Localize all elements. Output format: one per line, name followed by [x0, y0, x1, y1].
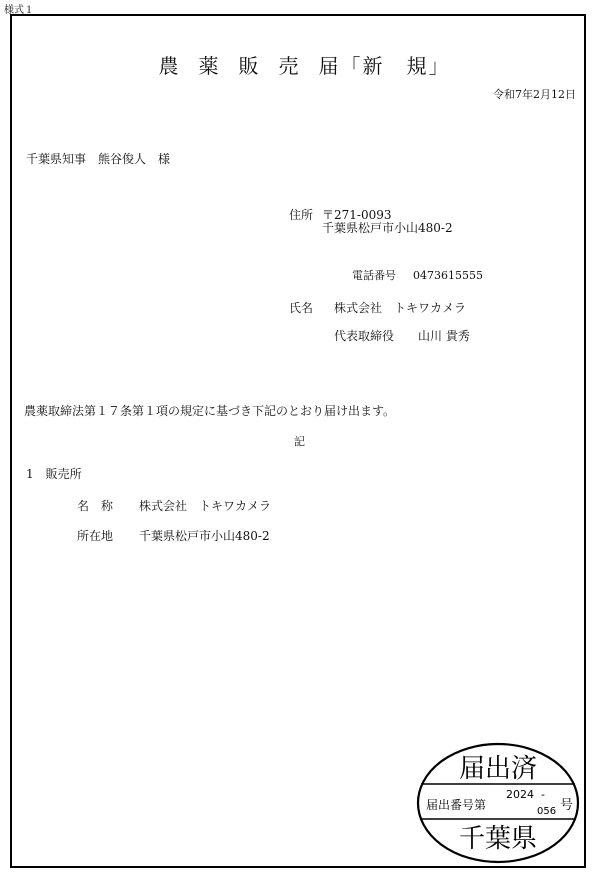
stamp-number-year: 2024 [506, 788, 534, 801]
title-char-2: 薬 [198, 54, 221, 78]
stamp-bottom-text: 千葉県 [458, 824, 538, 854]
stamp-number-suffix: 号 [560, 798, 574, 813]
document-date: 令和7年2月12日 [493, 88, 576, 101]
stamp-number-value: 056 [537, 806, 557, 817]
name-label: 氏名 [289, 301, 314, 315]
address-label: 住所 [289, 208, 314, 222]
phone-label: 電話番号 [352, 269, 396, 282]
title-char-1: 農 [158, 54, 181, 78]
representative-name: 山川 貴秀 [418, 329, 470, 343]
address-value: 千葉県松戸市小山480-2 [322, 221, 453, 235]
shop-name-value: 株式会社 トキワカメラ [139, 499, 272, 513]
stamp-number-label: 届出番号第 [426, 798, 487, 812]
filing-stamp [413, 741, 583, 865]
shop-location-label: 所在地 [77, 529, 114, 543]
representative-title: 代表取締役 [334, 329, 395, 343]
stamp-number-dash: - [541, 788, 545, 801]
body-text: 農薬取締法第１７条第１項の規定に基づき下記のとおり届け出ます。 [24, 404, 396, 418]
document-title [0, 56, 600, 76]
form-number: 様式１ [4, 5, 34, 16]
title-char-3: 販 [238, 54, 261, 78]
addressee: 千葉県知事 熊谷俊人 様 [26, 152, 171, 166]
section-1-heading: 1 販売所 [26, 467, 82, 481]
ki-label: 記 [294, 435, 305, 448]
title-char-5: 届 [318, 54, 341, 78]
shop-name-label: 名 称 [77, 499, 114, 513]
title-char-4: 売 [278, 54, 301, 78]
phone-value: 0473615555 [413, 269, 483, 282]
company-name: 株式会社 トキワカメラ [334, 301, 467, 315]
shop-location-value: 千葉県松戸市小山480-2 [139, 529, 270, 543]
postal-code: 〒271-0093 [322, 208, 392, 222]
stamp-top-text: 届出済 [458, 754, 538, 784]
title-bracket: 「新 規」 [340, 54, 451, 78]
